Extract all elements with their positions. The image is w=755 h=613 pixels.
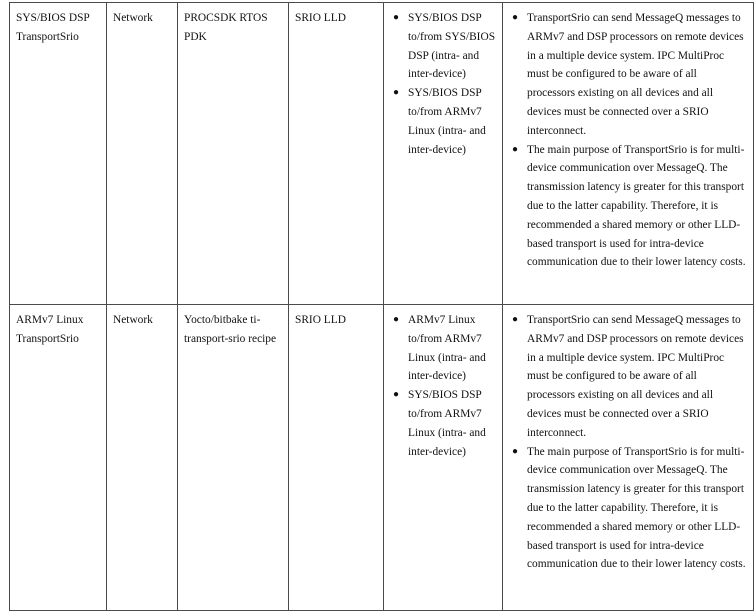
notes-cell — [503, 305, 754, 611]
list-item: ● The main purpose of TransportSrio is for multi-device communication over MessageQ. The transmission latency is greater for this transport due to the latter capability. Therefore, it is recommended a shared memory or other LLD-based transport is used for intra-device communication due to their lower latency costs. — [509, 141, 747, 273]
bullet-icon: ● — [393, 87, 400, 99]
location-cell — [178, 3, 289, 305]
list-item: ● SYS/BIOS DSP to/from ARMv7 Linux (intra- and inter-device) — [390, 386, 496, 461]
location-cell — [178, 305, 289, 611]
bullet-icon: ● — [393, 12, 400, 23]
bullet-icon: ● — [512, 143, 519, 155]
list-item: ● TransportSrio can send MessageQ messages to ARMv7 and DSP processors on remote devices in a multiple device system. IPC MultiProc must be configured to be aware of all processors existing on all devices and all devices must be connected over a SRIO interconnect. — [509, 311, 747, 443]
list-item: ● The main purpose of TransportSrio is for multi-device communication over MessageQ. The transmission latency is greater for this transport due to the latter capability. Therefore, it is recommended a shared memory or other LLD-based transport is used for intra-device communication due to their lower latency costs. — [509, 443, 747, 575]
source-location: PROCSDK RTOS PDK — [184, 12, 268, 43]
list-item: ● TransportSrio can send MessageQ messages to ARMv7 and DSP processors on remote devices in a multiple device system. IPC MultiProc must be configured to be aware of all processors existing on all devices and all devices must be connected over a SRIO interconnect. — [509, 9, 747, 141]
notes-list — [509, 9, 747, 272]
dependency-cell — [289, 305, 384, 611]
list-item: ● ARMv7 Linux to/from ARMv7 Linux (intra- and inter-device) — [390, 311, 496, 386]
dependency: SRIO LLD — [295, 12, 346, 24]
bullet-icon: ● — [393, 389, 400, 401]
transport-type: Network — [113, 12, 153, 24]
communication-cell — [384, 305, 503, 611]
component-cell — [10, 305, 107, 611]
notes-list — [509, 311, 747, 574]
list-item: ● SYS/BIOS DSP to/from ARMv7 Linux (intra- and inter-device) — [390, 84, 496, 159]
dependency-cell — [289, 3, 384, 305]
bullet-icon: ● — [512, 314, 519, 325]
source-location: Yocto/bitbake ti-transport-srio recipe — [184, 314, 277, 345]
transport-type: Network — [113, 314, 153, 326]
bullet-icon: ● — [393, 314, 400, 325]
bullet-icon: ● — [512, 445, 519, 457]
notes-cell — [503, 3, 754, 305]
communication-list — [390, 9, 496, 159]
component-name: ARMv7 Linux TransportSrio — [16, 314, 84, 345]
component-cell — [10, 3, 107, 305]
table-row — [10, 3, 754, 305]
communication-cell — [384, 3, 503, 305]
bullet-icon: ● — [512, 12, 519, 23]
component-name: SYS/BIOS DSP TransportSrio — [16, 12, 90, 43]
dependency: SRIO LLD — [295, 314, 346, 326]
type-cell — [107, 305, 178, 611]
list-item: ● SYS/BIOS DSP to/from SYS/BIOS DSP (intra- and inter-device) — [390, 9, 496, 84]
transport-table — [9, 2, 754, 611]
type-cell — [107, 3, 178, 305]
table-row — [10, 305, 754, 611]
communication-list — [390, 311, 496, 461]
